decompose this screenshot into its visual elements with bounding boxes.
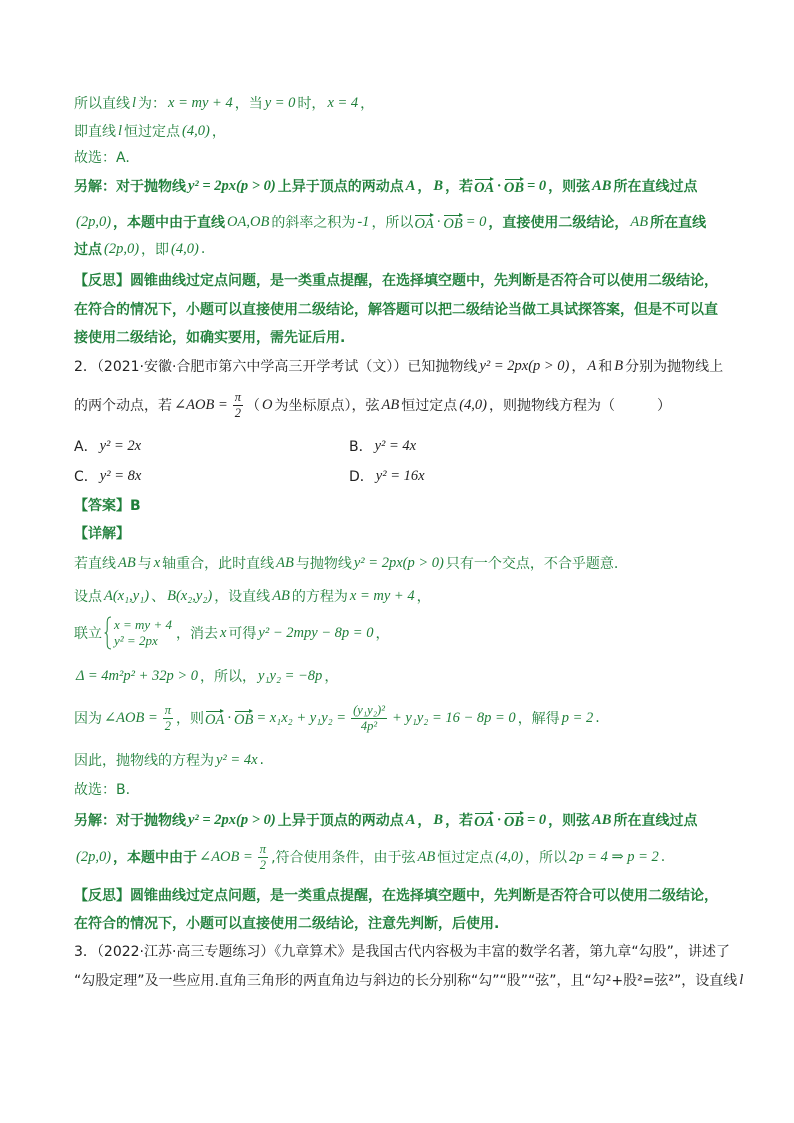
text-run: 接使用二级结论，如确实要用，需先证后用. bbox=[74, 330, 346, 346]
text-run: ，则弦 bbox=[548, 813, 591, 829]
text-run: 、 bbox=[151, 589, 166, 605]
math-expression: A(x₁,y₁) bbox=[104, 587, 150, 604]
answer-line bbox=[74, 521, 130, 545]
equation-row: x = my + 4 bbox=[114, 617, 172, 632]
text-run: ，若 bbox=[445, 179, 474, 195]
math-expression: + y₁y₂ = 16 − 8p = 0 bbox=[391, 709, 516, 726]
question-line bbox=[74, 968, 745, 992]
answer-line bbox=[74, 297, 718, 321]
math-expression: AB bbox=[592, 811, 612, 828]
text-run: 【反思】圆锥曲线过定点问题，是一类重点提醒，在选择填空题中，先判断是否符合可以使用二级结论， bbox=[74, 888, 718, 904]
text-run: 所在直线过点 bbox=[613, 179, 698, 195]
text-run: ，消去 bbox=[175, 626, 218, 642]
text-run: . bbox=[660, 849, 666, 865]
math-expression: y² = 4x bbox=[374, 437, 417, 454]
math-expression: y² = 2px(p > 0) bbox=[188, 177, 276, 194]
text-run: 恒过定点 bbox=[124, 124, 181, 140]
math-expression: · bbox=[497, 811, 501, 828]
text-run: 【答案】B bbox=[74, 498, 141, 514]
math-expression: y² = 4x bbox=[216, 751, 258, 768]
text-run: ，即 bbox=[141, 242, 170, 258]
fraction bbox=[163, 703, 173, 734]
question-line bbox=[74, 385, 671, 425]
text-run: ， bbox=[417, 813, 432, 829]
vector: OB bbox=[504, 810, 524, 830]
text-run: 时， bbox=[297, 96, 326, 112]
math-expression: y₁y₂ = −8p bbox=[258, 667, 323, 684]
math-expression: (2p,0) bbox=[104, 240, 140, 257]
math-expression: -1 bbox=[357, 213, 370, 230]
math-expression: A bbox=[587, 357, 597, 374]
text-run: 与 bbox=[137, 556, 152, 572]
text-run: 可得 bbox=[228, 626, 257, 642]
math-expression: AB bbox=[272, 587, 290, 604]
text-run: 另解：对于抛物线 bbox=[74, 179, 186, 195]
answer-line bbox=[74, 268, 718, 292]
answer-line bbox=[74, 210, 706, 234]
fraction bbox=[351, 703, 387, 734]
math-expression: = 0 bbox=[527, 177, 547, 194]
text-run: 3．（2022·江苏·高三专题练习）《九章算术》是我国古代内容极为丰富的数学名著，第九章“勾股”，讲述了 bbox=[74, 944, 730, 960]
math-expression: y² = 8x bbox=[99, 467, 142, 484]
math-expression: x = my + 4 bbox=[349, 587, 415, 604]
answer-line bbox=[74, 698, 600, 738]
text-run: ， bbox=[571, 359, 586, 375]
math-expression: x bbox=[153, 554, 161, 571]
text-run: C． bbox=[74, 469, 98, 485]
text-run: ，若 bbox=[445, 813, 474, 829]
text-run: ， bbox=[416, 589, 431, 605]
text-run: ，解得 bbox=[517, 711, 560, 727]
answer-line bbox=[74, 119, 226, 143]
math-expression: l bbox=[132, 94, 137, 111]
math-expression: y² = 2x bbox=[99, 437, 142, 454]
text-run: 在符合的情况下，小题可以直接使用二级结论，注意先判断，后使用. bbox=[74, 916, 500, 932]
text-run: ，则弦 bbox=[548, 179, 591, 195]
math-expression: y² − 2mpy − 8p = 0 bbox=[258, 624, 374, 641]
answer-line bbox=[74, 883, 718, 907]
option-choice bbox=[349, 436, 624, 456]
math-expression: AB bbox=[276, 554, 294, 571]
math-expression: = 0 bbox=[465, 213, 487, 230]
text-run: ,符合使用条件，由于弦 bbox=[271, 850, 416, 866]
text-run: ，设直线 bbox=[214, 589, 271, 605]
text-run: ，则 bbox=[176, 711, 205, 727]
math-expression: A bbox=[405, 177, 416, 194]
vector: OA bbox=[474, 176, 494, 196]
vector: OB bbox=[234, 708, 253, 728]
math-expression: (4,0) bbox=[495, 848, 524, 865]
text-run: （ bbox=[246, 398, 261, 414]
math-expression: (2p,0) bbox=[76, 848, 112, 865]
text-run: 为： bbox=[138, 96, 167, 112]
text-run: 所在直线过点 bbox=[613, 813, 698, 829]
text-run: ，本题中由于直线 bbox=[113, 215, 226, 231]
answer-line bbox=[74, 808, 697, 832]
equation-rows bbox=[114, 617, 172, 649]
text-run: 恒过定点 bbox=[401, 398, 458, 414]
text-run: 因此，抛物线的方程为 bbox=[74, 753, 214, 769]
math-expression: l bbox=[118, 122, 123, 139]
math-expression: ∠AOB = bbox=[104, 709, 158, 726]
text-run: 为坐标原点），弦 bbox=[274, 398, 380, 414]
equation-row: y² = 2px bbox=[114, 633, 158, 648]
text-run: 的斜率之积为 bbox=[271, 215, 356, 231]
math-expression: · bbox=[497, 177, 501, 194]
text-run: 与抛物线 bbox=[295, 556, 352, 572]
math-expression: B bbox=[433, 811, 444, 828]
text-run: “勾股定理”及一些应用.直角三角形的两直角边与斜边的长分别称“勾”“股”“弦”，且“勾²+股²=弦²”，设直线 bbox=[74, 973, 738, 989]
text-run: ，直接使用二级结论， bbox=[488, 215, 629, 231]
math-expression: 2p = 4 ⇒ p = 2 bbox=[569, 848, 659, 865]
fraction-denominator: 4p² bbox=[360, 718, 378, 733]
text-run: ，本题中由于 bbox=[113, 850, 198, 866]
text-run: 分别为抛物线上 bbox=[625, 359, 724, 375]
text-run: . bbox=[259, 752, 264, 768]
text-run: 若直线 bbox=[74, 556, 116, 572]
math-expression: B bbox=[433, 177, 444, 194]
text-run: 和 bbox=[598, 359, 613, 375]
answer-line bbox=[74, 748, 264, 772]
text-run: ，当 bbox=[234, 96, 263, 112]
math-expression: ∠AOB = bbox=[174, 396, 228, 413]
answer-line bbox=[74, 911, 499, 935]
math-expression: (4,0) bbox=[171, 240, 199, 257]
text-run: 另解：对于抛物线 bbox=[74, 813, 186, 829]
math-expression: y² = 2px(p > 0) bbox=[353, 554, 444, 571]
math-expression: = x₁x₂ + y₁y₂ = bbox=[256, 709, 347, 726]
math-expression: (4,0) bbox=[459, 396, 488, 413]
text-run: 2．（2021·安徽·合肥市第六中学高三开学考试（文））已知抛物线 bbox=[74, 359, 478, 375]
text-run: 恒过定点 bbox=[437, 850, 494, 866]
text-run: A． bbox=[74, 439, 98, 455]
math-expression: p = 2 bbox=[561, 709, 594, 726]
text-run: 在符合的情况下，小题可以直接使用二级结论，解答题可以把二级结论当做工具试探答案，但是不可以直 bbox=[74, 302, 718, 318]
left-brace-icon bbox=[104, 616, 112, 650]
math-expression: (4,0) bbox=[182, 122, 210, 139]
text-run: ，所以 bbox=[371, 215, 414, 231]
math-expression: O bbox=[262, 396, 273, 413]
math-expression: AB bbox=[381, 396, 400, 413]
math-expression: x bbox=[219, 624, 227, 641]
text-run: 联立 bbox=[74, 626, 102, 642]
math-expression: y = 0 bbox=[264, 94, 296, 111]
answer-line bbox=[74, 145, 130, 169]
math-expression: y² = 2px(p > 0) bbox=[479, 357, 570, 374]
text-run: B． bbox=[349, 439, 373, 455]
answer-line bbox=[74, 174, 697, 198]
text-run: 所以直线 bbox=[74, 96, 130, 112]
math-expression: y² = 2px(p > 0) bbox=[188, 811, 276, 828]
math-expression: (2p,0) bbox=[76, 213, 112, 230]
math-expression: l bbox=[739, 971, 744, 988]
vector: OB bbox=[443, 212, 462, 232]
math-expression: AB bbox=[118, 554, 136, 571]
text-run: 因为 bbox=[74, 711, 102, 727]
answer-line bbox=[74, 551, 618, 575]
text-run: D． bbox=[349, 469, 374, 485]
fraction-numerator: (y₁y₂)² bbox=[353, 702, 385, 717]
text-run: 过点 bbox=[74, 242, 102, 258]
fraction bbox=[233, 390, 243, 421]
text-run: 上异于顶点的两动点 bbox=[277, 813, 404, 829]
text-run: 设点 bbox=[74, 589, 102, 605]
math-expression: OA,OB bbox=[227, 213, 270, 230]
vector: OA bbox=[414, 212, 433, 232]
vector: OA bbox=[205, 708, 224, 728]
text-run: ，所以 bbox=[525, 850, 568, 866]
text-run: 即直线 bbox=[74, 124, 116, 140]
text-run: ， bbox=[360, 96, 375, 112]
math-expression: B(x₂,y₂) bbox=[167, 587, 213, 604]
text-run: ，则抛物线方程为（ ） bbox=[489, 398, 672, 414]
question-line bbox=[74, 464, 624, 488]
equation-system bbox=[104, 616, 172, 650]
math-expression: AB bbox=[417, 848, 436, 865]
answer-line bbox=[74, 664, 338, 688]
text-run: 所在直线 bbox=[650, 215, 707, 231]
math-expression: x = my + 4 bbox=[168, 94, 233, 111]
option-choice bbox=[74, 466, 349, 486]
text-run: 【反思】圆锥曲线过定点问题，是一类重点提醒，在选择填空题中，先判断是否符合可以使用二级结论， bbox=[74, 273, 718, 289]
text-run: 的方程为 bbox=[291, 589, 348, 605]
answer-line bbox=[74, 777, 130, 801]
math-expression: A bbox=[405, 811, 416, 828]
math-expression: · bbox=[436, 213, 441, 230]
option-choice bbox=[349, 466, 624, 486]
answer-line bbox=[74, 613, 389, 653]
answer-line bbox=[74, 493, 141, 517]
math-expression: AB bbox=[592, 177, 612, 194]
answer-line bbox=[74, 237, 205, 261]
text-run: 故选：B. bbox=[74, 782, 131, 798]
text-run: ， bbox=[375, 626, 390, 642]
fraction-denominator: 2 bbox=[234, 405, 241, 420]
option-choice bbox=[74, 436, 349, 456]
fraction bbox=[258, 842, 268, 873]
fraction-numerator: π bbox=[234, 389, 242, 404]
vector: OB bbox=[504, 176, 524, 196]
text-run: . bbox=[200, 241, 206, 257]
fraction-numerator: π bbox=[259, 841, 267, 856]
fraction-numerator: π bbox=[164, 702, 172, 717]
text-run: ， bbox=[211, 124, 226, 140]
math-expression: = 0 bbox=[527, 811, 547, 828]
text-run: 上异于顶点的两动点 bbox=[277, 179, 404, 195]
question-line bbox=[74, 939, 730, 963]
text-run: 故选：A. bbox=[74, 150, 130, 166]
vector: OA bbox=[474, 810, 494, 830]
text-run: 【详解】 bbox=[74, 526, 130, 542]
answer-line bbox=[74, 837, 665, 877]
text-run: 轴重合，此时直线 bbox=[162, 556, 275, 572]
math-expression: · bbox=[227, 709, 231, 726]
answer-line bbox=[74, 325, 345, 349]
text-run: 只有一个交点，不合乎题意. bbox=[445, 556, 619, 572]
fraction-denominator: 2 bbox=[164, 718, 171, 733]
answer-line bbox=[74, 91, 374, 115]
text-run: . bbox=[595, 710, 600, 726]
text-run: 的两个动点，若 bbox=[74, 398, 172, 414]
text-run: ，所以， bbox=[200, 669, 257, 685]
math-expression: ∠AOB = bbox=[199, 848, 253, 865]
math-expression: y² = 16x bbox=[375, 467, 425, 484]
math-expression: B bbox=[614, 357, 624, 374]
text-run: ， bbox=[324, 669, 339, 685]
math-expression: Δ = 4m²p² + 32p > 0 bbox=[76, 667, 199, 684]
question-line bbox=[74, 434, 624, 458]
math-expression: AB bbox=[630, 213, 649, 230]
text-run: ， bbox=[417, 179, 432, 195]
answer-line bbox=[74, 584, 431, 608]
question-line bbox=[74, 354, 723, 378]
fraction-denominator: 2 bbox=[259, 857, 267, 872]
math-expression: x = 4 bbox=[327, 94, 359, 111]
